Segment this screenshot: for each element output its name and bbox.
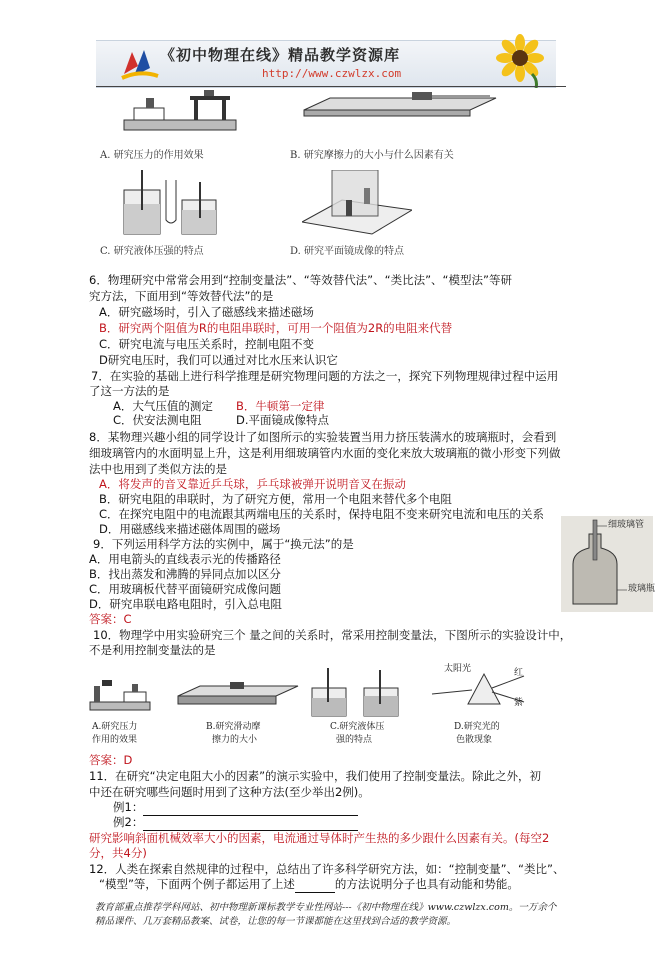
q10-fig-d-cap1: D.研究光的 bbox=[454, 722, 500, 732]
q11-example1-blank[interactable] bbox=[143, 800, 358, 816]
q11-stem-line1: 11．在研究“决定电阻大小的因素”的演示实验中，我们使用了控制变量法。除此之外，初 bbox=[89, 769, 542, 783]
q9-stem: 9．下列运用科学方法的实例中，属于“换元法”的是 bbox=[93, 537, 354, 551]
q10-fig-b-cap1: B.研究滑动摩 bbox=[206, 722, 261, 732]
q10-figure-a bbox=[88, 676, 152, 712]
q8-option-b: B．研究电阻的串联时，为了研究方便，常用一个电阻来替代多个电阻 bbox=[99, 492, 452, 506]
figure-mirror-image bbox=[302, 170, 412, 236]
q10-fig-a-cap1: A.研究压力 bbox=[92, 722, 138, 732]
q7-option-c: C．伏安法测电阻 bbox=[113, 413, 202, 427]
q10-fig-d-cap2: 色散现象 bbox=[456, 735, 493, 745]
q12-stem-line1: 12．人类在探索自然规律的过程中，总结出了许多科学研究方法，如：“控制变量”、“类比”、 bbox=[89, 862, 565, 876]
figure-d-caption: D. 研究平面镜成像的特点 bbox=[290, 246, 405, 257]
q12-stem-part1: “模型”等，下面两个例子都运用了上述 bbox=[99, 877, 295, 891]
q8-stem-line1: 8．某物理兴趣小组的同学设计了如图所示的实验装置当用力挤压装满水的玻璃瓶时，会看到 bbox=[89, 430, 557, 444]
figure-liquid-pressure bbox=[116, 170, 226, 236]
q11-example1 bbox=[113, 800, 358, 816]
q8-option-a: A．将发声的音叉靠近乒乓球，乒乓球被弹开说明音叉在振动 bbox=[99, 477, 406, 491]
q8-figure-bottle-label: 玻璃瓶 bbox=[628, 584, 656, 594]
q10-stem-line2: 不是利用控制变量法的是 bbox=[89, 643, 216, 657]
q8-option-c: C．在探究电阻中的电流跟其两端电压的关系时，保持电阻不变来研究电流和电压的关系 bbox=[99, 507, 545, 521]
header-divider bbox=[96, 86, 566, 87]
q10-fig-a-cap2: 作用的效果 bbox=[92, 735, 138, 745]
q10-fig-c-cap2: 强的特点 bbox=[336, 735, 373, 745]
q12-stem-line2 bbox=[99, 877, 519, 893]
figure-b-caption: B. 研究摩擦力的大小与什么因素有关 bbox=[290, 150, 454, 161]
q7-option-d: D.平面镜成像特点 bbox=[236, 413, 330, 427]
q8-stem-line3: 法中也用到了类似方法的是 bbox=[89, 462, 227, 476]
site-title: 《初中物理在线》精品教学资源库 bbox=[160, 46, 401, 64]
q6-option-b: B．研究两个阻值为R的电阻串联时，可用一个阻值为2R的电阻来代替 bbox=[99, 321, 453, 335]
figure-pressure-effect bbox=[120, 90, 240, 136]
q7-stem-line1: 7．在实验的基础上进行科学推理是研究物理问题的方法之一，探究下列物理规律过程中运用 bbox=[91, 369, 559, 383]
q11-stem-line2: 中还在研究哪些问题时用到了这种方法(至少举出2例)。 bbox=[89, 785, 370, 799]
q7-option-b: B．牛顿第一定律 bbox=[236, 399, 325, 413]
q9-option-a: A．用电箭头的直线表示光的传播路径 bbox=[89, 552, 281, 566]
q9-option-d: D．研究串联电路电阻时，引入总电阻 bbox=[89, 597, 282, 611]
q12-stem-part2: 的方法说明分子也具有动能和势能。 bbox=[334, 877, 519, 891]
q10-purple-label: 紫 bbox=[514, 698, 524, 708]
q10-stem-line1: 10．物理学中用实验研究三个 量之间的关系时，常采用控制变量法，下图所示的实验设计中， bbox=[93, 628, 572, 642]
q6-stem-line2: 究方法，下面用到“等效替代法”的是 bbox=[89, 289, 274, 303]
footer-line2: 精品课件、几万套精品教案、试卷，让您的每一节课都能在这里找到合适的教学资源。 bbox=[95, 916, 457, 927]
site-logo-icon bbox=[118, 42, 162, 84]
sunflower-icon bbox=[492, 34, 556, 88]
q11-answer-line1: 研究影响斜面机械效率大小的因素，电流通过导体时产生热的多少跟什么因素有关。(每空2 bbox=[89, 831, 550, 845]
q11-example2 bbox=[113, 815, 358, 831]
q11-example2-label: 例2： bbox=[113, 815, 144, 829]
q12-blank[interactable] bbox=[295, 877, 335, 893]
q6-option-c: C．研究电流与电压关系时，控制电阻不变 bbox=[99, 337, 315, 351]
q8-option-d: D．用磁感线来描述磁体周围的磁场 bbox=[99, 522, 281, 536]
q10-red-label: 红 bbox=[514, 668, 524, 678]
q11-example2-blank[interactable] bbox=[143, 815, 358, 831]
q8-figure-tube-label: 细玻璃管 bbox=[608, 520, 645, 530]
q6-stem-line1: 6．物理研究中常常会用到“控制变量法”、“等效替代法”、“类比法”、“模型法”等研 bbox=[89, 273, 512, 287]
q10-answer: 答案：D bbox=[89, 753, 133, 767]
q10-figure-c bbox=[308, 668, 404, 718]
site-url[interactable]: http://www.czwlzx.com bbox=[262, 67, 402, 80]
q11-answer-line2: 分，共4分) bbox=[89, 846, 147, 860]
q9-answer: 答案：C bbox=[89, 612, 132, 626]
q10-sunlight-label: 太阳光 bbox=[444, 664, 472, 674]
q7-stem-line2: 了这一方法的是 bbox=[89, 384, 170, 398]
q10-figure-b bbox=[176, 682, 300, 712]
figure-c-caption: C. 研究液体压强的特点 bbox=[100, 246, 204, 257]
figure-friction bbox=[300, 90, 510, 130]
figure-a-caption: A. 研究压力的作用效果 bbox=[100, 150, 204, 161]
q10-fig-c-cap1: C.研究液体压 bbox=[330, 722, 385, 732]
q8-stem-line2: 细玻璃管内的水面明显上升，这是利用细玻璃管内水面的变化来放大玻璃瓶的微小形变下列做 bbox=[89, 446, 561, 460]
q9-option-b: B．找出蒸发和沸腾的异同点加以区分 bbox=[89, 567, 281, 581]
q11-example1-label: 例1： bbox=[113, 800, 144, 814]
q10-figure-d-prism bbox=[428, 668, 528, 712]
footer-line1: 教育部重点推荐学科网站、初中物理新课标教学专业性网站---《初中物理在线》www.czwlzx.com。一万余个 bbox=[95, 902, 557, 913]
q9-option-c: C．用玻璃板代替平面镜研究成像问题 bbox=[89, 582, 282, 596]
q6-option-a: A．研究磁场时，引入了磁感线来描述磁场 bbox=[99, 305, 314, 319]
q7-option-a: A．大气压值的测定 bbox=[113, 399, 213, 413]
q6-option-d: D研究电压时，我们可以通过对比水压来认识它 bbox=[99, 353, 338, 367]
q10-fig-b-cap2: 擦力的大小 bbox=[212, 735, 258, 745]
